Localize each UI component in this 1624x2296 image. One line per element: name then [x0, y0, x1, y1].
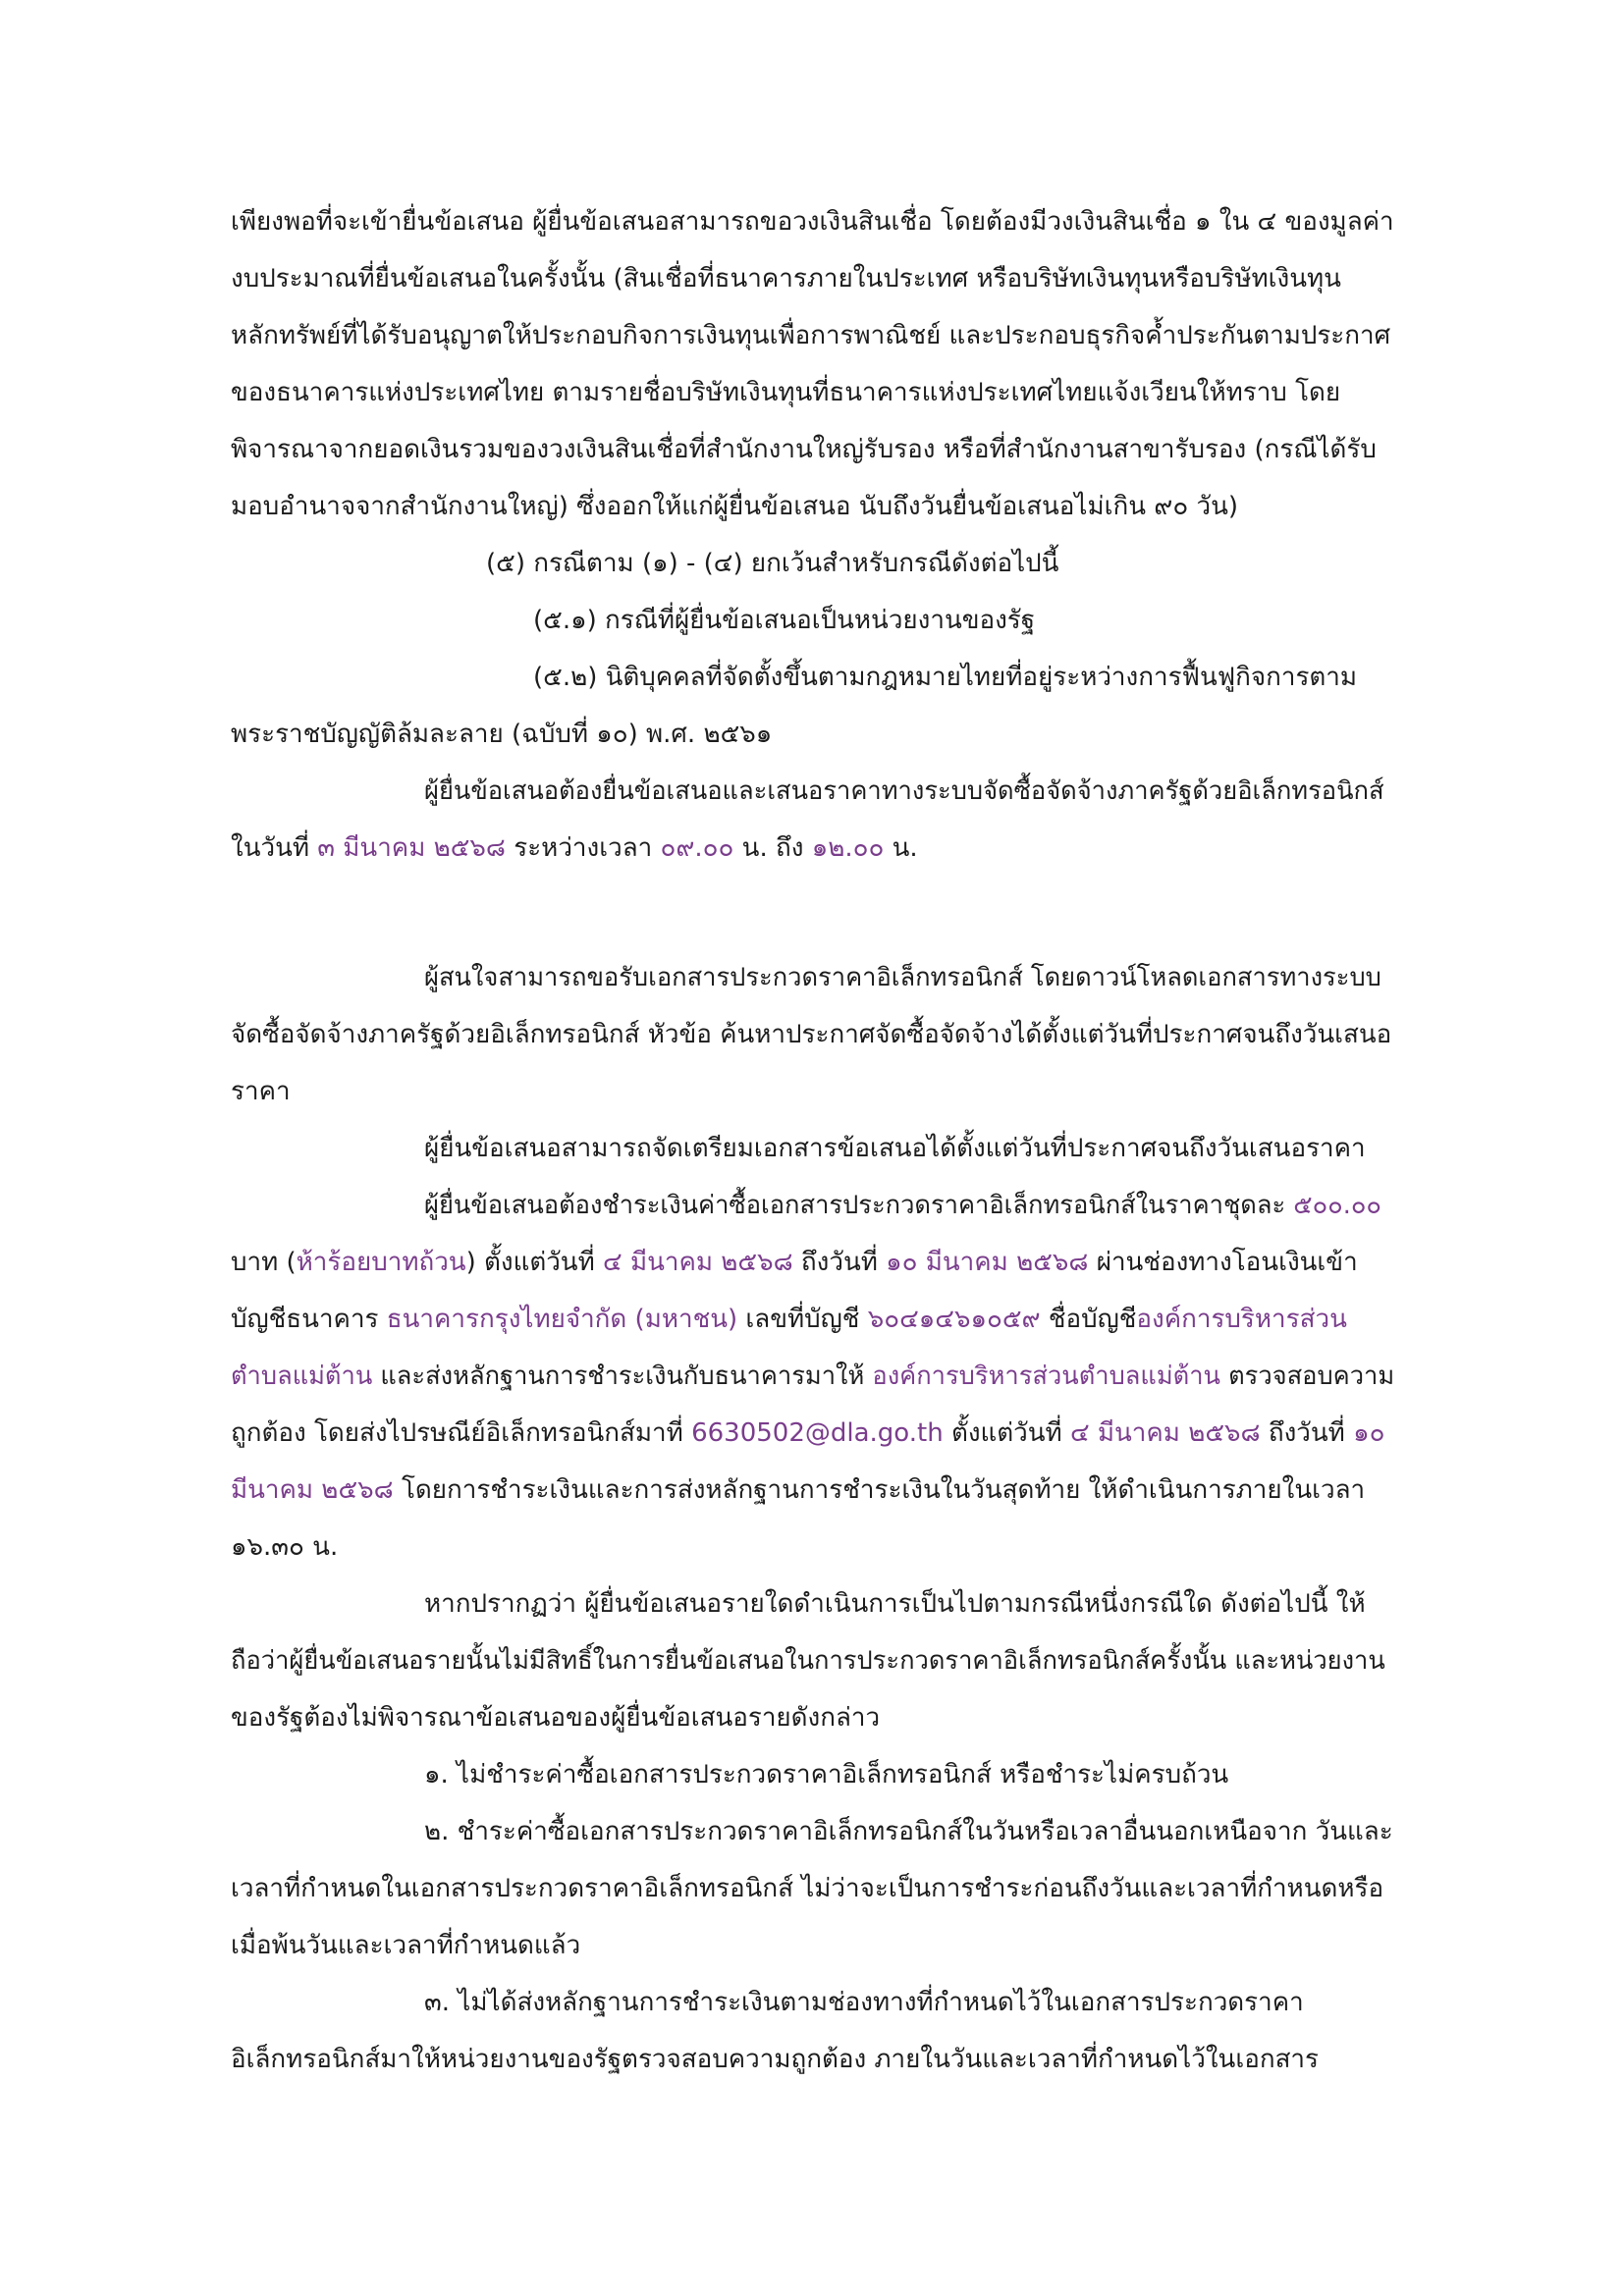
payment-date-to: ๑๐ มีนาคม ๒๕๖๘: [886, 1248, 1089, 1277]
case-1: ๑. ไม่ชำระค่าซื้อเอกสารประกวดราคาอิเล็กทรอนิกส์ หรือชำระไม่ครบถ้วน: [424, 1760, 1229, 1789]
payment-line-6: มีนาคม ๒๕๖๘ โดยการชำระเงินและการส่งหลักฐานการชำระเงินในวันสุดท้าย ให้ดำเนินการภายในเวลา: [231, 1475, 1366, 1505]
account-number: ๖๐๔๑๔๖๑๐๕๙: [867, 1305, 1041, 1334]
payment-line-1: ผู้ยื่นข้อเสนอต้องชำระเงินค่าซื้อเอกสารประกวดราคาอิเล็กทรอนิกส์ในราคาชุดละ ๕๐๐.๐๐: [424, 1191, 1381, 1220]
organization-name: องค์การบริหารส่วนตำบลแม่ต้าน: [872, 1362, 1220, 1391]
payment-line-7: ๑๖.๓๐ น.: [231, 1532, 339, 1562]
case-2-cont: เวลาที่กำหนดในเอกสารประกวดราคาอิเล็กทรอนิกส์ ไม่ว่าจะเป็นการชำระก่อนถึงวันและเวลาที่กำหนดหรือ: [231, 1874, 1384, 1903]
list-item-5-1: (๕.๑) กรณีที่ผู้ยื่นข้อเสนอเป็นหน่วยงานของรัฐ: [533, 606, 1036, 635]
payment-line-3: บัญชีธนาคาร ธนาคารกรุงไทยจำกัด (มหาชน) เลขที่บัญชี ๖๐๔๑๔๖๑๐๕๙ ชื่อบัญชีองค์การบริหารส่วน: [231, 1305, 1347, 1334]
text-line: งบประมาณที่ยื่นข้อเสนอในครั้งนั้น (สินเชื่อที่ธนาคารภายในประเทศ หรือบริษัทเงินทุนหรือบริษัทเงินทุน: [231, 264, 1341, 294]
bank-name: ธนาคารกรุงไทยจำกัด (มหาชน): [386, 1305, 738, 1334]
list-item-5-2-cont: พระราชบัญญัติล้มละลาย (ฉบับที่ ๑๐) พ.ศ. ๒๕๖๑: [231, 720, 773, 749]
payment-date-from: ๔ มีนาคม ๒๕๖๘: [603, 1248, 793, 1277]
payment-line-5: ถูกต้อง โดยส่งไปรษณีย์อิเล็กทรอนิกส์มาที่ 6630502@dla.go.th ตั้งแต่วันที่ ๔ มีนาคม ๒๕๖๘ ถึงวันที่ ๑๐: [231, 1418, 1385, 1448]
text-line: มอบอำนาจจากสำนักงานใหญ่) ซึ่งออกให้แก่ผู้ยื่นข้อเสนอ นับถึงวันยื่นข้อเสนอไม่เกิน ๙๐ วัน): [231, 492, 1238, 521]
list-item-5: (๕) กรณีตาม (๑) - (๔) ยกเว้นสำหรับกรณีดังต่อไปนี้: [486, 549, 1059, 578]
price-words: ห้าร้อยบาทถ้วน: [296, 1248, 466, 1277]
payment-line-4: ตำบลแม่ต้าน และส่งหลักฐานการชำระเงินกับธนาคารมาให้ องค์การบริหารส่วนตำบลแม่ต้าน ตรวจสอบความ: [231, 1362, 1395, 1391]
submit-date: ๓ มีนาคม ๒๕๖๘: [317, 833, 506, 863]
submit-time-to: ๑๒.๐๐: [811, 833, 885, 863]
account-name-cont: ตำบลแม่ต้าน: [231, 1362, 373, 1391]
submit-datetime-line: ในวันที่ ๓ มีนาคม ๒๕๖๘ ระหว่างเวลา ๐๙.๐๐ น. ถึง ๑๒.๐๐ น.: [231, 833, 918, 863]
case-2: ๒. ชำระค่าซื้อเอกสารประกวดราคาอิเล็กทรอนิกส์ในวันหรือเวลาอื่นนอกเหนือจาก วันและ: [424, 1817, 1393, 1846]
account-name: องค์การบริหารส่วน: [1136, 1305, 1347, 1334]
text-line: ผู้สนใจสามารถขอรับเอกสารประกวดราคาอิเล็กทรอนิกส์ โดยดาวน์โหลดเอกสารทางระบบ: [424, 963, 1381, 992]
text-line: พิจารณาจากยอดเงินรวมของวงเงินสินเชื่อที่สำนักงานใหญ่รับรอง หรือที่สำนักงานสาขารับรอง (กรณีได้รับ: [231, 435, 1377, 464]
list-item-5-2: (๕.๒) นิติบุคคลที่จัดตั้งขึ้นตามกฎหมายไทยที่อยู่ระหว่างการฟื้นฟูกิจการตาม: [533, 663, 1358, 692]
text-line: จัดซื้อจัดจ้างภาครัฐด้วยอิเล็กทรอนิกส์ หัวข้อ ค้นหาประกาศจัดซื้อจัดจ้างได้ตั้งแต่วันที่ประกาศจนถึงวันเสนอ: [231, 1020, 1392, 1049]
text-line: หลักทรัพย์ที่ได้รับอนุญาตให้ประกอบกิจการเงินทุนเพื่อการพาณิชย์ และประกอบธุรกิจค้ำประกันตามประกาศ: [231, 321, 1391, 350]
case-3: ๓. ไม่ได้ส่งหลักฐานการชำระเงินตามช่องทางที่กำหนดไว้ในเอกสารประกวดราคา: [424, 1988, 1304, 2017]
text-line: ของรัฐต้องไม่พิจารณาข้อเสนอของผู้ยื่นข้อเสนอรายดังกล่าว: [231, 1703, 881, 1733]
text-line: เพียงพอที่จะเข้ายื่นข้อเสนอ ผู้ยื่นข้อเสนอสามารถขอวงเงินสินเชื่อ โดยต้องมีวงเงินสินเชื่อ ๑ ใน ๔ ของมูลค่า: [231, 207, 1394, 237]
text-line: ผู้ยื่นข้อเสนอสามารถจัดเตรียมเอกสารข้อเสนอได้ตั้งแต่วันที่ประกาศจนถึงวันเสนอราคา: [424, 1134, 1366, 1163]
case-3-cont: อิเล็กทรอนิกส์มาให้หน่วยงานของรัฐตรวจสอบความถูกต้อง ภายในวันและเวลาที่กำหนดไว้ในเอกสาร: [231, 2045, 1319, 2074]
text-line: ถือว่าผู้ยื่นข้อเสนอรายนั้นไม่มีสิทธิ์ในการยื่นข้อเสนอในการประกวดราคาอิเล็กทรอนิกส์ครั้งนั้น และหน่วยงาน: [231, 1646, 1385, 1676]
text-line: หากปรากฏว่า ผู้ยื่นข้อเสนอรายใดดำเนินการเป็นไปตามกรณีหนึ่งกรณีใด ดังต่อไปนี้ ให้: [424, 1589, 1366, 1619]
document-price: ๕๐๐.๐๐: [1293, 1191, 1381, 1220]
evidence-date-to-cont: มีนาคม ๒๕๖๘: [231, 1475, 394, 1505]
email-address: 6630502@dla.go.th: [691, 1418, 944, 1448]
payment-line-2: บาท (ห้าร้อยบาทถ้วน) ตั้งแต่วันที่ ๔ มีนาคม ๒๕๖๘ ถึงวันที่ ๑๐ มีนาคม ๒๕๖๘ ผ่านช่องทางโอนเงินเข้า: [231, 1248, 1358, 1277]
submit-line: ผู้ยื่นข้อเสนอต้องยื่นข้อเสนอและเสนอราคาทางระบบจัดซื้อจัดจ้างภาครัฐด้วยอิเล็กทรอนิกส์: [424, 776, 1384, 806]
evidence-date-from: ๔ มีนาคม ๒๕๖๘: [1069, 1418, 1261, 1448]
text-line: ของธนาคารแห่งประเทศไทย ตามรายชื่อบริษัทเงินทุนที่ธนาคารแห่งประเทศไทยแจ้งเวียนให้ทราบ โดย: [231, 378, 1341, 407]
case-2-cont: เมื่อพ้นวันและเวลาที่กำหนดแล้ว: [231, 1931, 581, 1960]
submit-time-from: ๐๙.๐๐: [660, 833, 734, 863]
text-line: ราคา: [231, 1077, 291, 1106]
evidence-date-to: ๑๐: [1353, 1418, 1385, 1448]
